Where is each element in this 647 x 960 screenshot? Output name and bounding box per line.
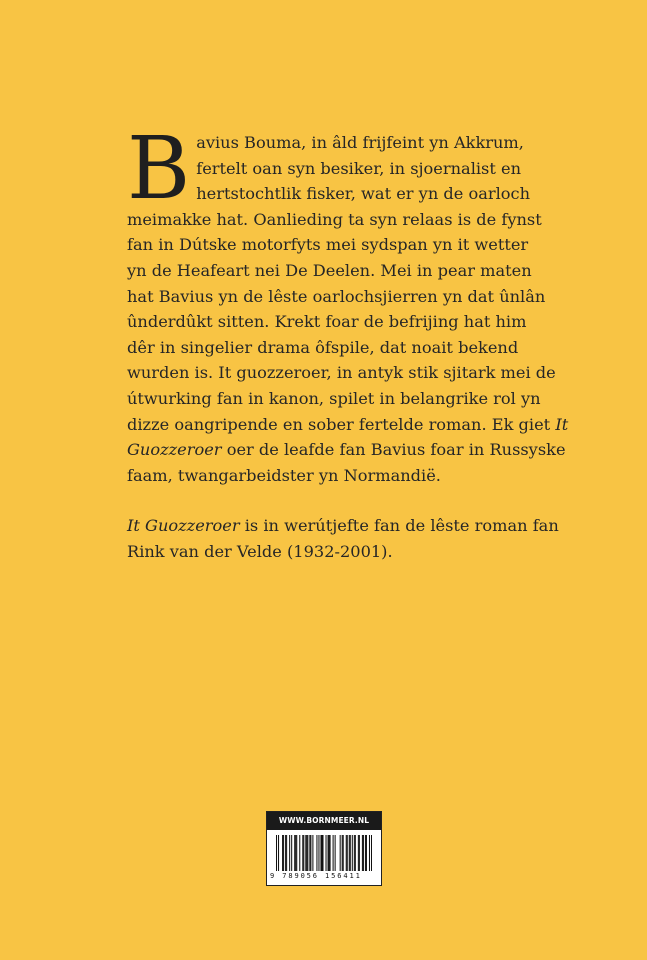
blurb-line: ûnderdûkt sitten. Krekt foar de befrijing hat him [127,312,527,332]
book-title-italic: It Guozzeroer [127,516,240,536]
blurb-line: fertelt oan syn besiker, in sjoernalist en [196,158,522,178]
barcode-bar [343,835,344,871]
barcode-bar [366,835,367,871]
blurb-line [127,412,569,438]
barcode-bar [322,835,323,871]
barcode-bar [328,835,329,871]
isbn-barcode [266,811,382,886]
barcode-bar [335,835,336,871]
barcode-bar [295,835,296,871]
barcode-bar [296,835,297,871]
drop-cap: B [127,119,191,219]
barcode-bar [306,835,307,871]
barcode-bar [289,835,290,871]
barcode-bar [347,835,348,871]
book-title-italic: Guozzeroer [127,440,222,460]
blurb-line [127,513,559,539]
barcode-bar [312,835,313,871]
barcode-bar [310,835,311,871]
barcode-bar [340,835,341,871]
barcode-bar [355,835,356,871]
barcode-bar [365,835,366,871]
barcode-bar [346,835,347,871]
barcode-bar [350,835,351,871]
blurb-line-text: oer de leafde fan Bavius foar in Russyske [221,440,566,460]
blurb-line: faam, twangarbeidster yn Normandië. [127,465,441,485]
barcode-bar [330,835,331,871]
blurb-line: wurden is. It guozzeroer, in antyk stik sjitark mei de [127,363,556,383]
barcode-bar [286,835,287,871]
barcode-bar [318,835,319,871]
barcode-bar [362,835,363,871]
barcode-bar [285,835,286,871]
barcode-bar [321,835,322,871]
barcode-bar [326,835,327,871]
barcode-bars [276,835,372,871]
barcode-bar [291,835,292,871]
book-title-italic: It [555,414,569,434]
barcode-bar [305,835,306,871]
barcode-bar [358,835,359,871]
barcode-bar [303,835,304,871]
barcode-bar [359,835,360,871]
barcode-bar [316,835,317,871]
barcode-bar [354,835,355,871]
blurb-text [127,119,569,565]
blurb-paragraph-1 [127,119,569,488]
barcode-bar [333,835,334,871]
barcode-bar [299,835,300,871]
barcode-bar [309,835,310,871]
blurb-line [127,437,566,463]
blurb-line: dêr in singelier drama ôfspile, dat noait bekend [127,337,519,357]
barcode-bar [363,835,364,871]
barcode-bar [282,835,283,871]
barcode-bar [349,835,350,871]
barcode-bar [307,835,308,871]
barcode-bar [320,835,321,871]
barcode-bar [329,835,330,871]
barcode-bar [369,835,370,871]
blurb-line: útwurking fan in kanon, spilet in belangrike rol yn [127,388,541,408]
blurb-line: hertstochtlik fisker, wat er yn de oarloch [196,184,531,204]
publisher-url: WWW.BORNMEER.NL [267,812,381,830]
barcode-bar [278,835,279,871]
blurb-line: hat Bavius yn de lêste oarlochsjierren yn dat ûnlân [127,286,546,306]
blurb-line-text: dizze oangripende en sober fertelde roman. Ek giet [127,414,551,434]
barcode-bar [352,835,353,871]
barcode-bar [283,835,284,871]
blurb-line-text: is in werútjefte fan de lêste roman fan [239,516,559,536]
blurb-paragraph-2 [127,513,559,564]
blurb-line: meimakke hat. Oanlieding ta syn relaas is de fynst [127,209,542,229]
blurb-line: fan in Dútske motorfyts mei sydspan yn it wetter [127,235,529,255]
isbn-digits: 9 789056 156411 [270,872,362,880]
blurb-line: Rink van der Velde (1932-2001). [127,541,393,561]
barcode-bar [276,835,277,871]
barcode-bar [371,835,372,871]
barcode-bar [342,835,343,871]
barcode-bar [294,835,295,871]
barcode-bar [302,835,303,871]
blurb-line: yn de Heafeart nei De Deelen. Mei in pear maten [127,260,532,280]
blurb-line: avius Bouma, in âld frijfeint yn Akkrum, [196,133,524,152]
